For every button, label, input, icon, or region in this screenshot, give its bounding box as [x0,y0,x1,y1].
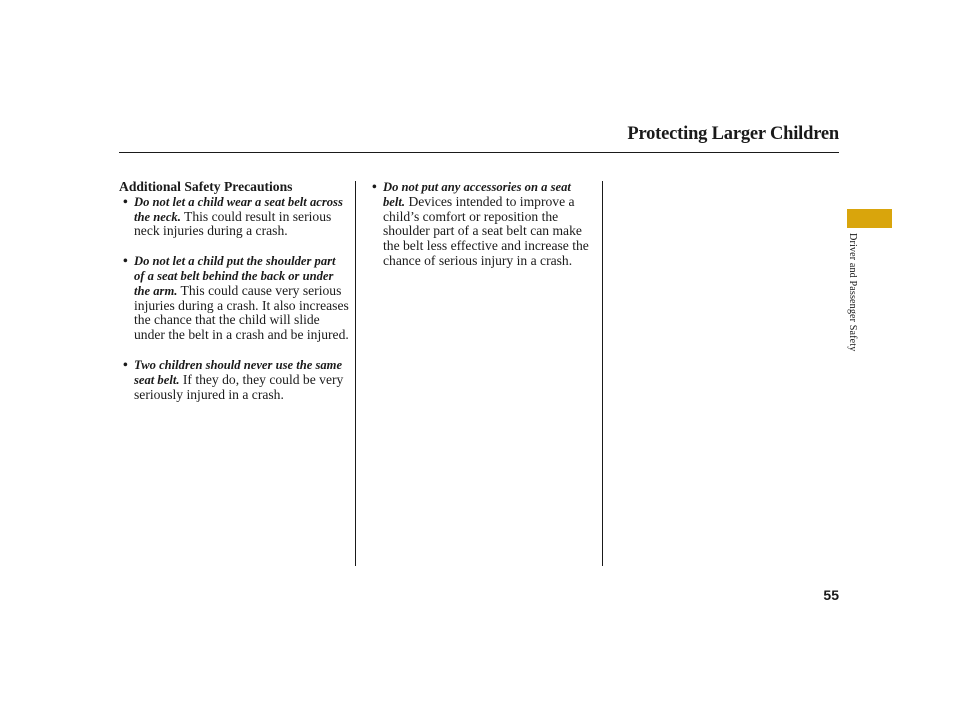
bullet-text: This could cause very serious injuries during a crash. It also increases the chance that the child will slide under the belt in a crash and be injured. [134,282,349,343]
section-tab-label: Driver and Passenger Safety [847,233,858,352]
page-number: 55 [823,587,839,603]
bullet-text: If they do, they could be very seriously injured in a crash. [134,371,344,402]
bullet-icon: • [123,356,128,372]
bullet-lead: Do not let a child put the shoulder part of a seat belt behind the back or under the arm. [134,254,336,298]
bullet-item-neck [119,195,349,239]
bullet-item-accessories [368,180,593,269]
bullet-icon: • [123,193,128,209]
page-title: Protecting Larger Children [627,124,839,144]
column-divider-1 [355,181,356,566]
bullet-item-shoulder [119,254,349,343]
bullet-lead: Two children should never use the same seat belt. [134,357,343,387]
section-heading: Additional Safety Precautions [119,179,293,194]
bullet-text: Devices intended to improve a child’s comfort or reposition the shoulder part of a seat belt can make the belt less effective and increase the chance of serious injury in a crash. [383,193,589,268]
bullet-lead: Do not let a child wear a seat belt across the neck. [134,194,343,224]
left-column [119,180,349,402]
bullet-icon: • [123,253,128,269]
column-divider-2 [602,181,603,566]
bullet-item-two-children [119,358,349,402]
section-tab-marker [847,209,892,228]
middle-column [368,180,593,269]
title-divider [119,152,839,153]
bullet-icon: • [372,179,377,194]
bullet-lead: Do not put any accessories on a seat belt. [383,180,571,209]
bullet-text: This could result in serious neck injuries during a crash. [134,208,332,239]
